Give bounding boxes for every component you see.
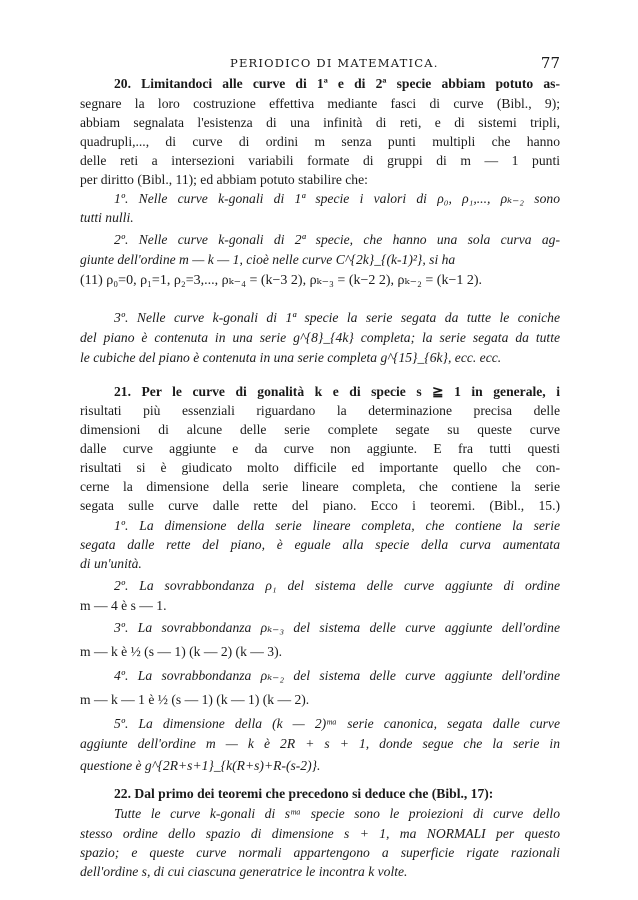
- paragraph-line: 20. Limitandoci alle curve di 1ª e di 2ª specie abbiam potuto as-: [114, 76, 560, 91]
- paragraph-line: 22. Dal primo dei teoremi che precedono si deduce che (Bibl., 17):: [114, 786, 494, 801]
- paragraph-line: delle reti a intersezioni variabili formate di gruppi di m — 1 punti: [80, 153, 560, 168]
- running-header: [80, 54, 560, 74]
- theorem-line: di un'unità.: [80, 556, 142, 571]
- theorem-line: 3º. La sovrabbondanza ρₖ₋₃ del sistema delle curve aggiunte dell'ordine: [114, 620, 560, 635]
- theorem-line: m — 4 è s — 1.: [80, 598, 167, 613]
- paragraph-line: 21. Per le curve di gonalità k e di specie s ≧ 1 in generale, i: [114, 384, 560, 399]
- paragraph-line: risultati più essenziali riguardano la determinazione precisa delle: [80, 403, 560, 418]
- theorem-line: stesso ordine dello spazio di dimensione s + 1, ma NORMALI per questo: [80, 826, 560, 841]
- theorem-line: questione è g^{2R+s+1}_{k(R+s)+R-(s-2)}.: [80, 758, 321, 773]
- paragraph-line: segata sulle curve dalle rette del piano. Ecco i teoremi. (Bibl., 15.): [80, 498, 560, 513]
- paragraph-line: dimensioni di alcune delle serie complete segate su queste curve: [80, 422, 560, 437]
- theorem-line: tutti nulli.: [80, 210, 134, 225]
- theorem-line: del piano è contenuta in una serie g^{8}_{4k} completa; la serie segata da tutte: [80, 330, 560, 345]
- theorem-line: segata dalle rette del piano, è eguale alla specie della curva aumentata: [80, 537, 560, 552]
- theorem-line: 4º. La sovrabbondanza ρₖ₋₂ del sistema delle curve aggiunte dell'ordine: [114, 668, 560, 683]
- paragraph-line: dalle curve aggiunte e da curve non aggiunte. E fra tutti questi: [80, 441, 560, 456]
- equation-11: (11) ρ₀=0, ρ₁=1, ρ₂=3,..., ρₖ₋₄ = (k−3 2), ρₖ₋₃ = (k−2 2), ρₖ₋₂ = (k−1 2).: [80, 273, 483, 288]
- paragraph-line: segnare la loro costruzione effettiva mediante fasci di curve (Bibl., 9);: [80, 96, 560, 111]
- theorem-line: m — k è ½ (s — 1) (k — 2) (k — 3).: [80, 644, 282, 659]
- theorem-line: le cubiche del piano è contenuta in una serie completa g^{15}_{6k}, ecc. ecc.: [80, 350, 502, 365]
- theorem-line: spazio; e queste curve normali appartengono a superficie rigate razionali: [80, 845, 560, 860]
- theorem-line: 2º. Nelle curve k-gonali di 2ª specie, che hanno una sola curva ag-: [114, 232, 560, 247]
- running-title: PERIODICO DI MATEMATICA.: [230, 56, 439, 70]
- theorem-line: aggiunte dell'ordine m — k è 2R + s + 1, donde segue che la serie in: [80, 736, 560, 751]
- page-number: 77: [540, 54, 560, 72]
- theorem-line: 1º. La dimensione della serie lineare completa, che contiene la serie: [114, 518, 560, 533]
- paragraph-line: per diritto (Bibl., 11); ed abbiam potuto stabilire che:: [80, 172, 368, 187]
- theorem-line: m — k — 1 è ½ (s — 1) (k — 1) (k — 2).: [80, 692, 310, 707]
- theorem-line: 2º. La sovrabbondanza ρ₁ del sistema delle curve aggiunte di ordine: [114, 578, 560, 593]
- theorem-line: dell'ordine s, di cui ciascuna generatrice le incontra k volte.: [80, 864, 408, 879]
- theorem-line: 5º. La dimensione della (k — 2)ᵐᵃ serie canonica, segata dalle curve: [114, 716, 560, 731]
- theorem-line: 3º. Nelle curve k-gonali di 1ª specie la serie segata da tutte le coniche: [114, 310, 560, 325]
- paragraph-line: abbiam segnalata l'esistenza di una infinità di reti, e di sistemi tripli,: [80, 115, 560, 130]
- theorem-line: 1º. Nelle curve k-gonali di 1ª specie i valori di ρ₀, ρ₁,..., ρₖ₋₂ sono: [114, 191, 560, 206]
- theorem-line: Tutte le curve k-gonali di sᵐᵃ specie sono le proiezioni di curve dello: [114, 806, 560, 821]
- theorem-line: giunte dell'ordine m — k — 1, cioè nelle curve C^{2k}_{(k-1)²}, si ha: [80, 252, 456, 267]
- paragraph-line: cerne la dimensione della serie lineare completa, che contiene la serie: [80, 479, 560, 494]
- paragraph-line: risultati si è giudicato molto difficile ed importante quello che con-: [80, 460, 560, 475]
- paragraph-line: quadrupli,..., di curve di ordini m senza punti multipli che hanno: [80, 134, 560, 149]
